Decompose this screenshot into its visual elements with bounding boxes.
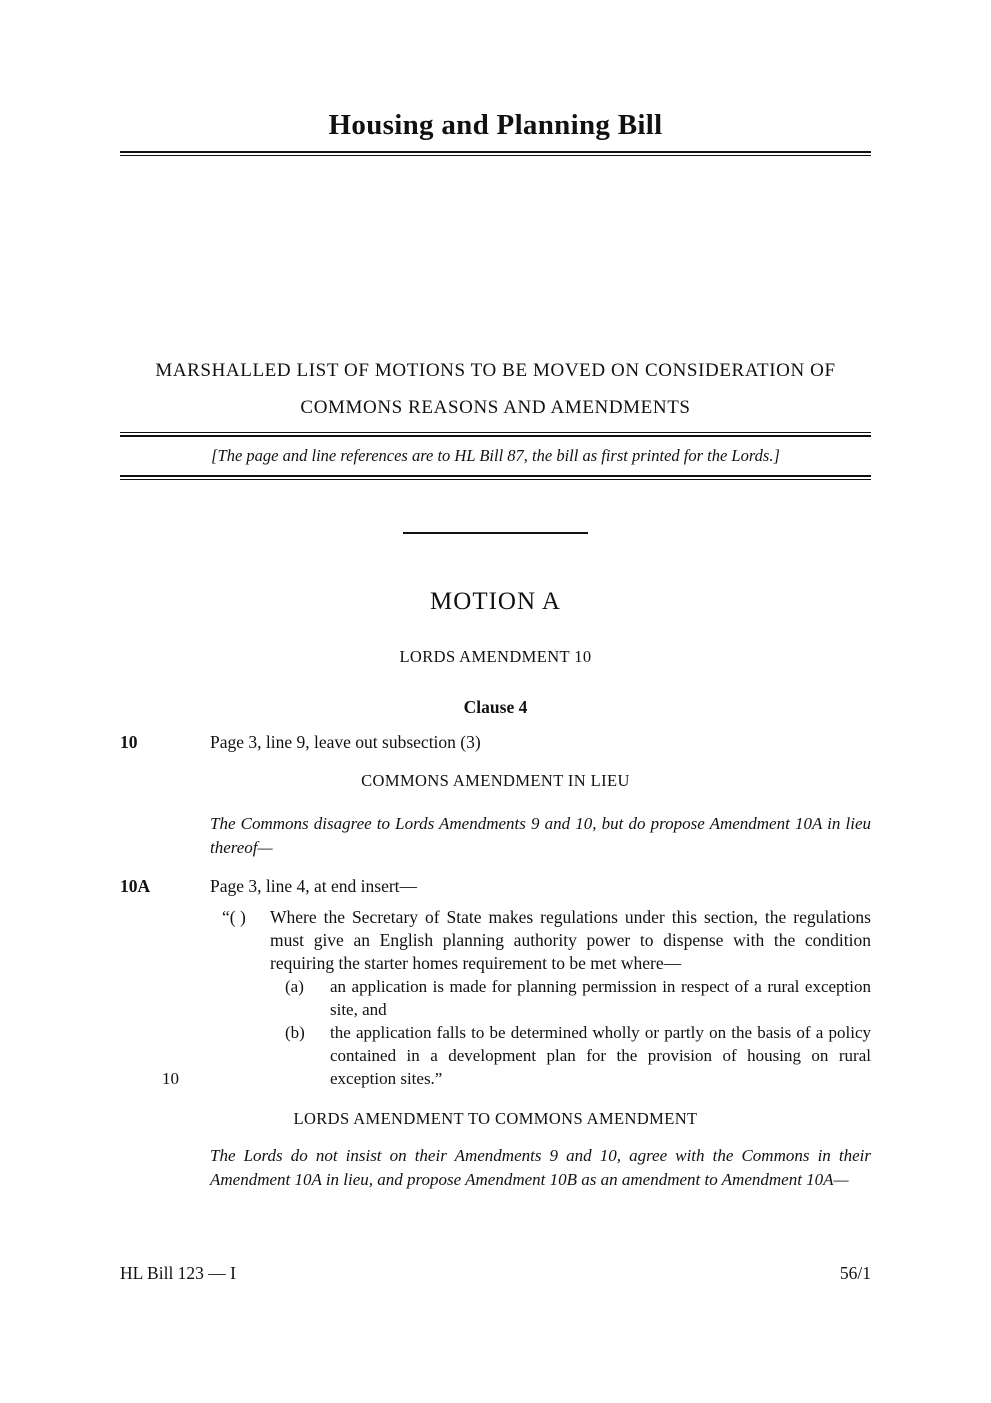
subsection-item-a — [270, 975, 871, 1021]
subsection-marker: “( ) — [222, 907, 246, 927]
subsection-body — [162, 906, 871, 1090]
amendment-10a-number: 10A — [120, 876, 151, 896]
amendment-10a-subsection — [162, 906, 871, 1090]
commons-disagree-note: The Commons disagree to Lords Amendments 9 and 10, but do propose Amendment 10A in lieu thereof— — [210, 814, 871, 857]
motion-title: MOTION A — [430, 588, 561, 615]
amendment-10-number: 10 — [120, 732, 138, 752]
margin-line-number: 10 — [162, 1069, 179, 1088]
amendment-10-text: Page 3, line 9, leave out subsection (3) — [210, 732, 481, 752]
title-double-rule — [120, 151, 871, 156]
subsection-item-a-marker: (a) — [285, 977, 304, 996]
amendment-10a-body — [162, 874, 871, 1090]
amendment-10a-intro: Page 3, line 4, at end insert— — [210, 876, 418, 896]
section-divider-rule — [403, 532, 588, 534]
lords-note: The Lords do not insist on their Amendments 9 and 10, agree with the Commons in their Amendment 10A in lieu, and propose Amendment 10B as an amendment to Amendment 10A— — [210, 1146, 871, 1189]
subsection-item-a-text: an application is made for planning permission in respect of a rural exception site, and — [330, 977, 871, 1019]
clause-heading: Clause 4 — [463, 697, 528, 717]
amendment-10-row — [120, 730, 871, 754]
marshalled-list-heading — [120, 352, 871, 426]
marshalled-list-heading-line2: COMMONS REASONS AND AMENDMENTS — [300, 397, 691, 418]
footer-bill-reference: HL Bill 123 — I — [120, 1263, 237, 1283]
commons-amendment-in-lieu-heading: COMMONS AMENDMENT IN LIEU — [361, 771, 630, 790]
bill-title: Housing and Planning Bill — [328, 109, 663, 141]
page-footer — [120, 1262, 871, 1284]
reference-note-bottom-rule — [120, 475, 871, 480]
subsection-item-b-text: the application falls to be determined wholly or partly on the basis of a policy contained in a development plan for the provision of housing on rural exception sites.” — [330, 1023, 871, 1088]
footer-print-number: 56/1 — [839, 1263, 871, 1283]
subsection-text: Where the Secretary of State makes regulations under this section, the regulations must give an English planning authority power to dispense with the condition requiring the starter homes requirement to be met where— — [270, 907, 871, 973]
subsection-item-b-marker: (b) — [285, 1023, 305, 1042]
amendment-10a-row — [120, 874, 871, 1090]
reference-note-box — [120, 432, 871, 480]
lords-amendment-to-commons-heading: LORDS AMENDMENT TO COMMONS AMENDMENT — [293, 1109, 698, 1128]
subsection-item-b — [162, 1021, 871, 1090]
marshalled-list-heading-line1: MARSHALLED LIST OF MOTIONS TO BE MOVED ON CONSIDERATION OF — [155, 360, 836, 381]
reference-note-text: [The page and line references are to HL Bill 87, the bill as first printed for the Lords.] — [211, 446, 780, 465]
motion-subtitle: LORDS AMENDMENT 10 — [399, 647, 592, 666]
